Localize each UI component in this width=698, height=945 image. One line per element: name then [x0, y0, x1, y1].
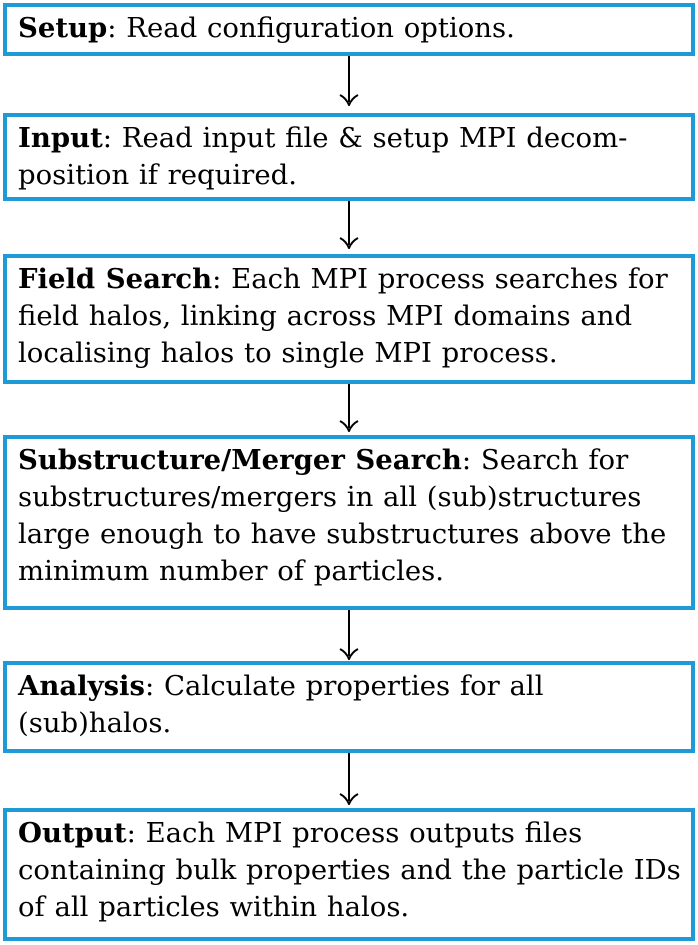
step-input-title: Input	[18, 122, 103, 154]
step-field-search	[3, 254, 695, 384]
step-setup	[3, 3, 695, 56]
step-input	[3, 113, 695, 201]
step-output	[3, 808, 695, 941]
arrow-analysis-to-output	[339, 753, 359, 805]
step-output-title: Output	[18, 817, 127, 849]
step-setup-title: Setup	[18, 12, 108, 44]
arrow-field-search-to-substructure	[339, 384, 359, 432]
arrow-substructure-to-analysis	[339, 610, 359, 660]
arrow-setup-to-input	[339, 56, 359, 106]
step-field-search-text: : Each MPI process searches for field halos, linking across MPI domains and localising halos to single MPI process.	[18, 263, 668, 369]
step-analysis-text: : Calculate properties for all (sub)halos.	[18, 670, 544, 739]
step-field-search-title: Field Search	[18, 263, 213, 295]
step-analysis-title: Analysis	[18, 670, 145, 702]
step-substructure-merger-search	[3, 435, 695, 610]
arrow-input-to-field-search	[339, 201, 359, 249]
step-input-text: : Read input file & setup MPI decom-position if required.	[18, 122, 628, 191]
step-analysis	[3, 661, 695, 753]
step-setup-text: : Read configuration options.	[107, 12, 515, 44]
step-substructure-merger-search-title: Substructure/Merger Search	[18, 444, 462, 476]
step-substructure-merger-search-text: : Search for substructures/mergers in all (sub)structures large enough to have substructures above the minimum number of particles.	[18, 444, 667, 587]
step-output-text: : Each MPI process outputs files containing bulk properties and the particle IDs of all particles within halos.	[18, 817, 681, 923]
